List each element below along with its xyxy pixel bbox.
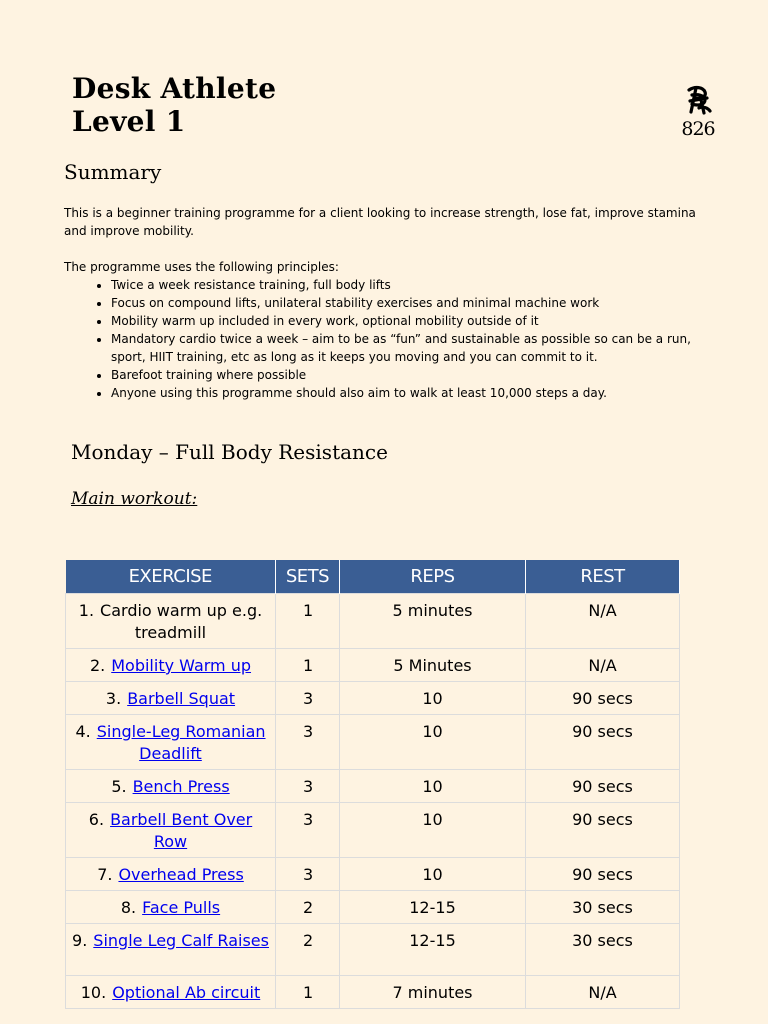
header-exercise: EXERCISE: [66, 560, 276, 594]
exercise-link[interactable]: Mobility Warm up: [111, 656, 252, 675]
reps-cell: 5 Minutes: [340, 649, 526, 682]
header-sets: SETS: [276, 560, 340, 594]
exercise-number: 8.: [120, 898, 137, 917]
exercise-link[interactable]: Barbell Squat: [127, 689, 236, 708]
exercise-link[interactable]: Barbell Bent Over Row: [110, 810, 253, 851]
exercise-cell: [66, 803, 276, 858]
exercise-link[interactable]: Face Pulls: [142, 898, 221, 917]
table-row: [66, 594, 680, 649]
exercise-cell: [66, 924, 276, 976]
main-workout-subheading: Main workout:: [71, 489, 198, 509]
table-row: [66, 891, 680, 924]
reps-cell: 12-15: [340, 924, 526, 976]
table-header-row: [66, 560, 680, 594]
exercise-cell: [66, 770, 276, 803]
exercise-cell: [66, 858, 276, 891]
summary-intro: This is a beginner training programme for a client looking to increase strength, lose fat, improve stamina and improve mobility.: [64, 206, 696, 238]
workout-table: [65, 560, 680, 1009]
sets-cell: 1: [276, 976, 340, 1009]
sets-cell: 3: [276, 682, 340, 715]
rest-cell: 90 secs: [526, 803, 680, 858]
exercise-number: 3.: [105, 689, 122, 708]
table-row: [66, 682, 680, 715]
table-row: [66, 858, 680, 891]
rest-cell: N/A: [526, 594, 680, 649]
reps-cell: 10: [340, 715, 526, 770]
reps-cell: 5 minutes: [340, 594, 526, 649]
exercise-name: Cardio warm up e.g. treadmill: [100, 601, 263, 642]
title-line-2: Level 1: [72, 105, 186, 138]
reps-cell: 10: [340, 803, 526, 858]
sets-cell: 3: [276, 715, 340, 770]
reps-cell: 10: [340, 682, 526, 715]
rest-cell: 90 secs: [526, 682, 680, 715]
exercise-cell: [66, 976, 276, 1009]
reps-cell: 10: [340, 858, 526, 891]
summary-section: [64, 204, 704, 402]
exercise-cell: [66, 715, 276, 770]
table-row: [66, 715, 680, 770]
logo-glyph-icon: [683, 84, 713, 116]
exercise-number: 7.: [97, 865, 113, 884]
rest-cell: 90 secs: [526, 858, 680, 891]
list-item: • Focus on compound lifts, unilateral stability exercises and minimal machine work: [111, 294, 704, 312]
exercise-number: 4.: [75, 722, 91, 741]
exercise-link[interactable]: Single Leg Calf Raises: [93, 931, 269, 950]
table-row: [66, 976, 680, 1009]
exercise-number: 1.: [78, 601, 95, 620]
rest-cell: N/A: [526, 976, 680, 1009]
document-title: [72, 72, 276, 138]
exercise-number: 5.: [111, 777, 127, 796]
workout-table-body: [66, 594, 680, 1009]
exercise-link[interactable]: Overhead Press: [118, 865, 244, 884]
header-reps: REPS: [340, 560, 526, 594]
table-row: [66, 924, 680, 976]
rest-cell: N/A: [526, 649, 680, 682]
title-line-1: Desk Athlete: [72, 72, 277, 105]
sets-cell: 2: [276, 891, 340, 924]
exercise-cell: [66, 649, 276, 682]
reps-cell: 12-15: [340, 891, 526, 924]
monday-heading: Monday – Full Body Resistance: [71, 440, 388, 464]
exercise-link[interactable]: Optional Ab circuit: [112, 983, 261, 1002]
principles-list: [64, 276, 704, 402]
exercise-cell: [66, 682, 276, 715]
exercise-link[interactable]: Single-Leg Romanian Deadlift: [96, 722, 266, 763]
exercise-number: 9.: [72, 931, 88, 950]
sets-cell: 3: [276, 770, 340, 803]
list-item: • Barefoot training where possible: [111, 366, 704, 384]
table-row: [66, 770, 680, 803]
exercise-cell: [66, 891, 276, 924]
principles-intro: The programme uses the following principles:: [64, 260, 339, 274]
reps-cell: 7 minutes: [340, 976, 526, 1009]
rest-cell: 30 secs: [526, 924, 680, 976]
sets-cell: 1: [276, 649, 340, 682]
exercise-link[interactable]: Bench Press: [132, 777, 230, 796]
summary-heading: Summary: [64, 160, 162, 184]
exercise-number: 6.: [88, 810, 105, 829]
header-rest: REST: [526, 560, 680, 594]
rest-cell: 90 secs: [526, 770, 680, 803]
exercise-number: 10.: [80, 983, 107, 1002]
exercise-number: 2.: [89, 656, 106, 675]
reps-cell: 10: [340, 770, 526, 803]
list-item: • Anyone using this programme should also aim to walk at least 10,000 steps a day.: [111, 384, 704, 402]
list-item: • Mandatory cardio twice a week – aim to be as “fun” and sustainable as possible so can be a run, sport, HIIT training, etc as long as it keeps you moving and you can commit to it.: [111, 330, 704, 366]
rest-cell: 90 secs: [526, 715, 680, 770]
sets-cell: 2: [276, 924, 340, 976]
sets-cell: 1: [276, 594, 340, 649]
list-item: • Mobility warm up included in every work, optional mobility outside of it: [111, 312, 704, 330]
table-row: [66, 649, 680, 682]
rest-cell: 30 secs: [526, 891, 680, 924]
logo: [676, 84, 720, 140]
sets-cell: 3: [276, 858, 340, 891]
logo-text: 826: [681, 118, 715, 140]
sets-cell: 3: [276, 803, 340, 858]
table-row: [66, 803, 680, 858]
exercise-cell: [66, 594, 276, 649]
list-item: • Twice a week resistance training, full body lifts: [111, 276, 704, 294]
